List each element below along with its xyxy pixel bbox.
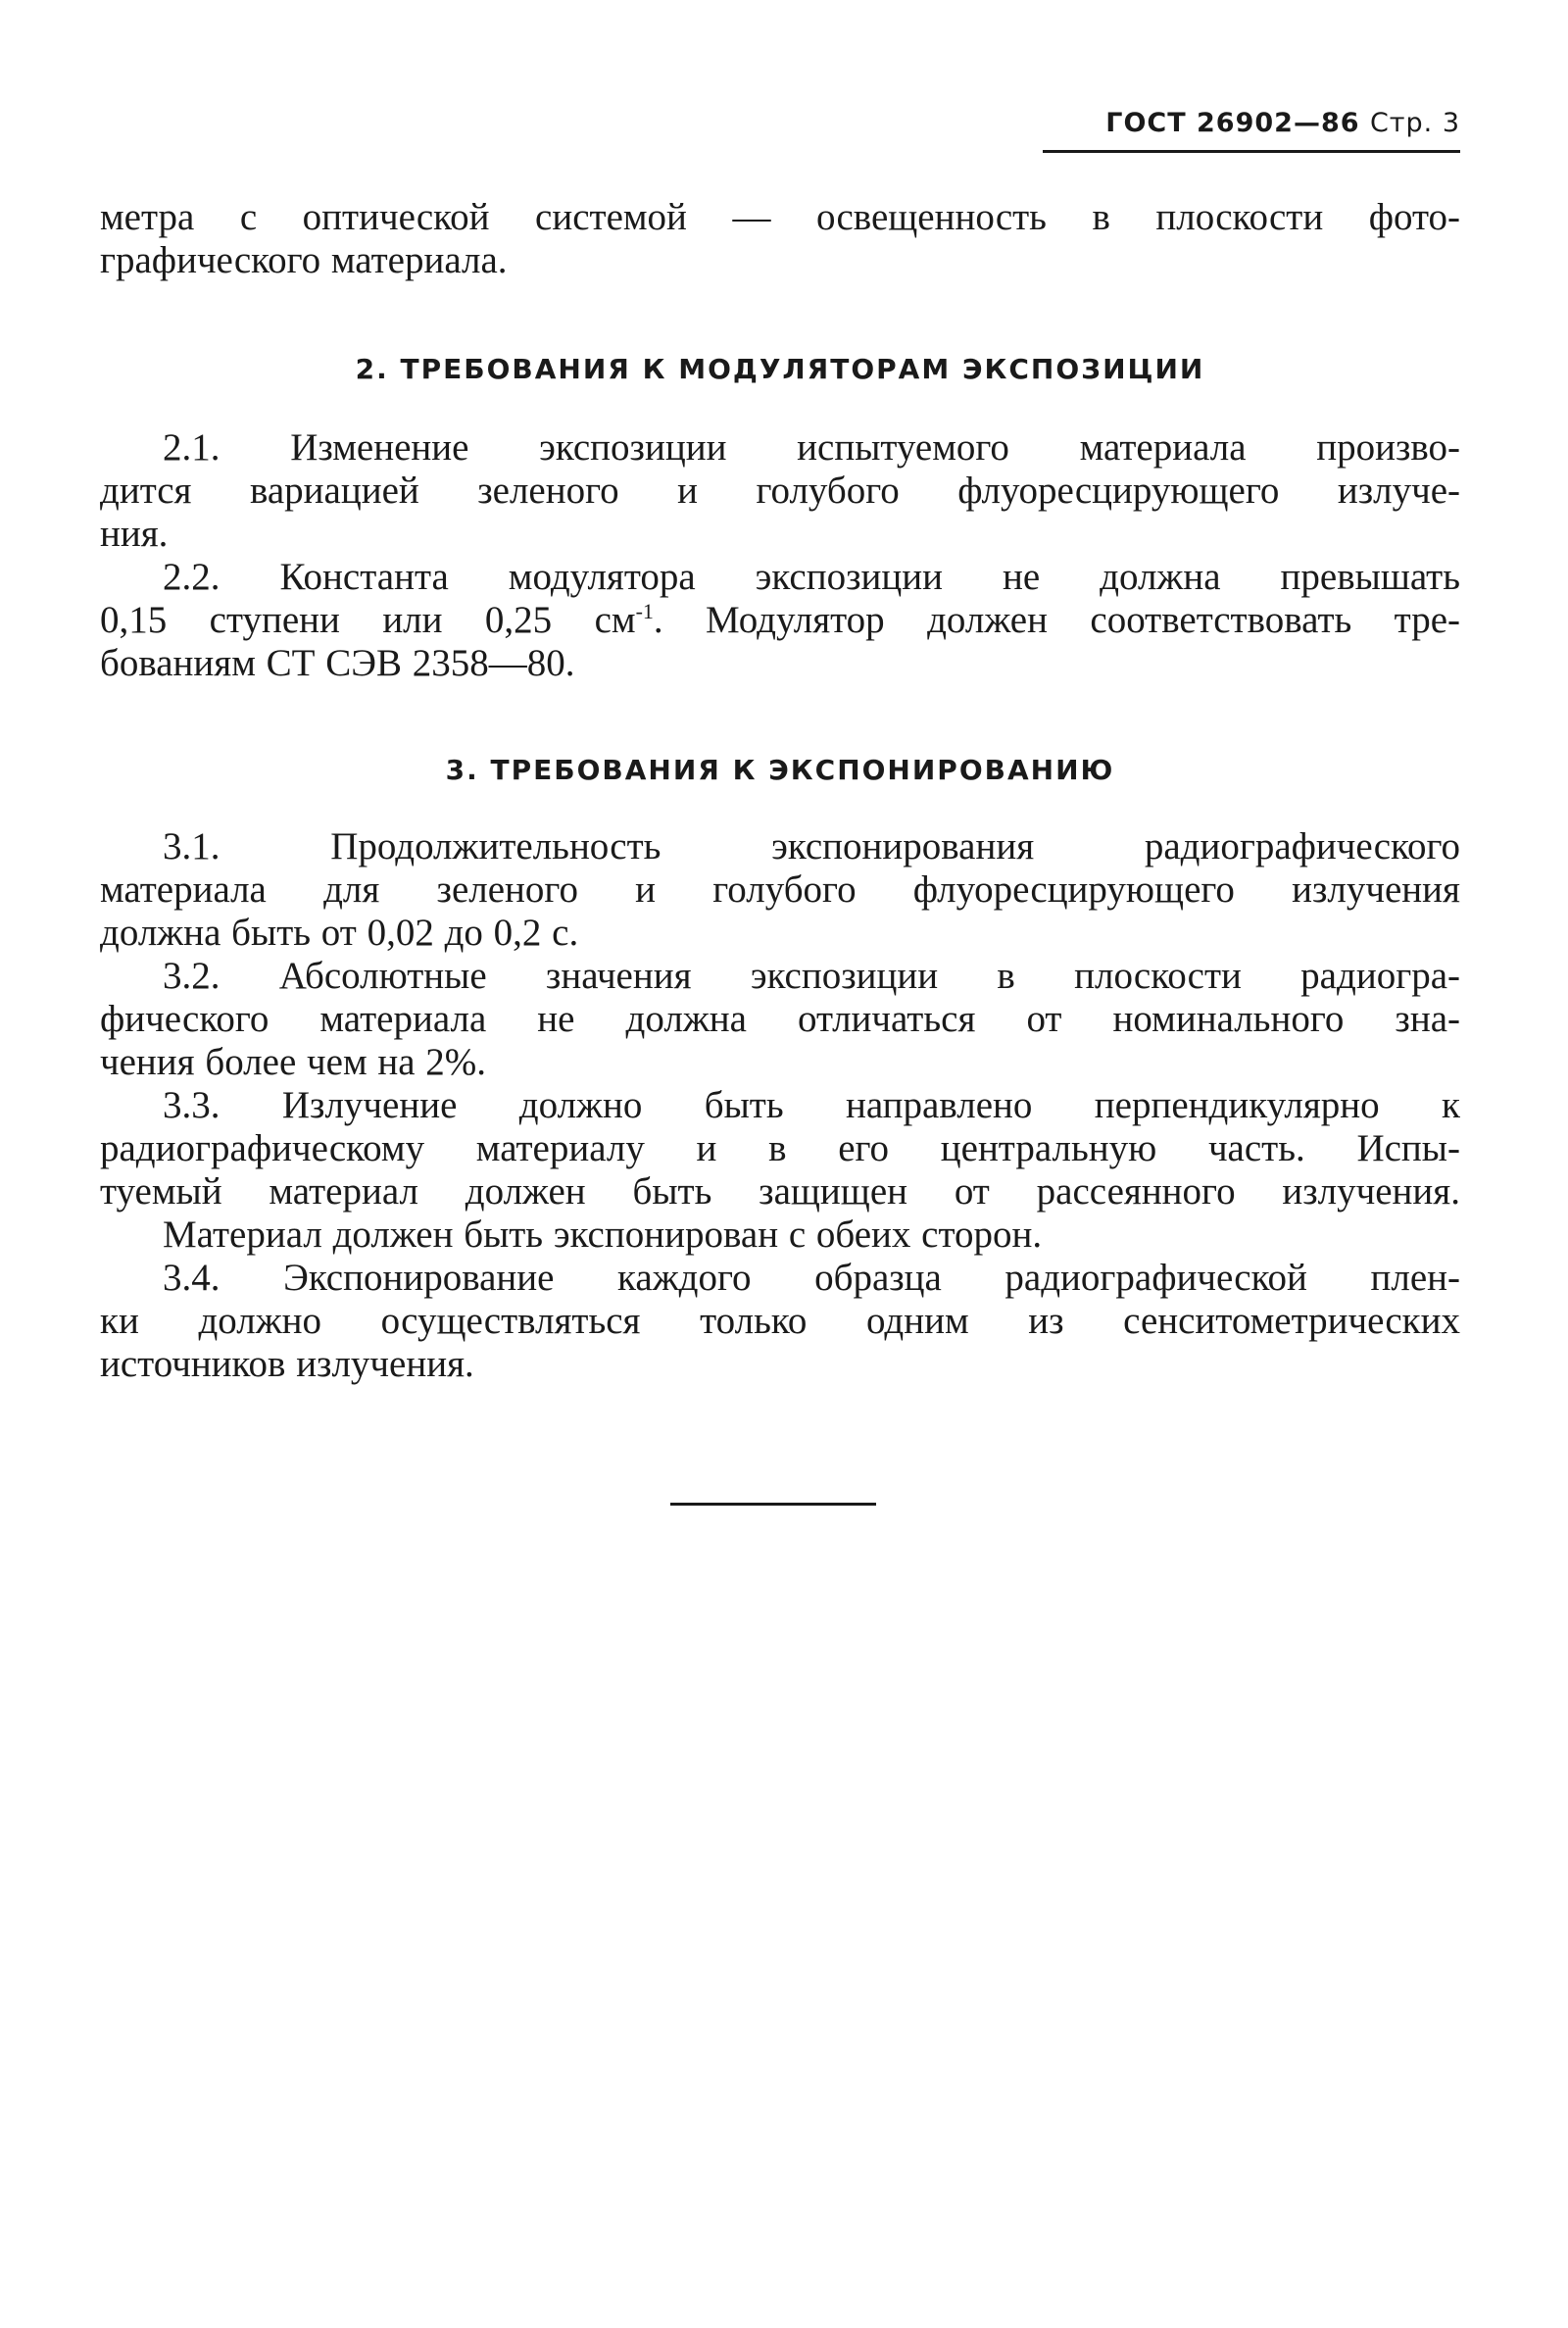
text-line: ния.: [100, 513, 169, 555]
text-line: Материал должен быть экспонирован с обеих сторон.: [163, 1214, 1043, 1256]
text-line: 3.1. Продолжительность экспонирования радиографического: [163, 825, 1460, 867]
text-line: метра с оптической системой — освещенность в плоскости фото-: [100, 196, 1460, 238]
text-line: 2.1. Изменение экспозиции испытуемого материала произво-: [163, 426, 1460, 469]
clause-2-1: [100, 426, 1460, 556]
clause-2-2: [100, 556, 1460, 685]
text-line: графического материала.: [100, 239, 508, 281]
clause-3-3: [100, 1084, 1460, 1257]
text-line: 3.2. Абсолютные значения экспозиции в плоскости радиогра-: [163, 955, 1460, 997]
text-line: дится вариацией зеленого и голубого флуоресцирующего излуче-: [100, 470, 1460, 512]
text-fragment: 0,15 ступени или 0,25 см: [100, 599, 636, 641]
page-number: Стр. 3: [1369, 108, 1460, 138]
clause-3-1: [100, 825, 1460, 955]
text-line: [100, 599, 1460, 642]
text-line: фического материала не должна отличаться от номинального зна-: [100, 998, 1460, 1040]
text-line: 2.2. Константа модулятора экспозиции не должна превышать: [163, 556, 1460, 598]
text-line: туемый материал должен быть защищен от рассеянного излучения.: [100, 1170, 1460, 1213]
text-line: материала для зеленого и голубого флуоресцирующего излучения: [100, 868, 1460, 911]
text-line: 3.3. Излучение должно быть направлено перпендикулярно к: [163, 1084, 1460, 1126]
end-rule: [670, 1503, 876, 1506]
section-3-heading: 3. ТРЕБОВАНИЯ К ЭКСПОНИРОВАНИЮ: [445, 754, 1115, 786]
section-2-heading: 2. ТРЕБОВАНИЯ К МОДУЛЯТОРАМ ЭКСПОЗИЦИИ: [355, 353, 1205, 385]
text-line: 3.4. Экспонирование каждого образца радиографической плен-: [163, 1257, 1460, 1299]
text-line: бованиям СТ СЭВ 2358—80.: [100, 642, 575, 684]
clause-3-2: [100, 955, 1460, 1084]
intro-paragraph: [100, 196, 1460, 282]
text-line: ки должно осуществляться только одним из сенситометрических: [100, 1300, 1460, 1342]
text-fragment: . Модулятор должен соответствовать тре-: [653, 599, 1460, 641]
text-line: чения более чем на 2%.: [100, 1041, 487, 1083]
page-header: [1043, 108, 1460, 138]
clause-3-4: [100, 1257, 1460, 1386]
text-line: должна быть от 0,02 до 0,2 с.: [100, 912, 579, 954]
standard-number: ГОСТ 26902—86: [1105, 108, 1360, 138]
text-line: радиографическому материалу и в его центральную часть. Испы-: [100, 1127, 1460, 1169]
text-line: источников излучения.: [100, 1343, 474, 1385]
header-rule: [1043, 150, 1460, 153]
superscript-exponent: -1: [635, 599, 654, 623]
document-body: [100, 196, 1460, 1386]
